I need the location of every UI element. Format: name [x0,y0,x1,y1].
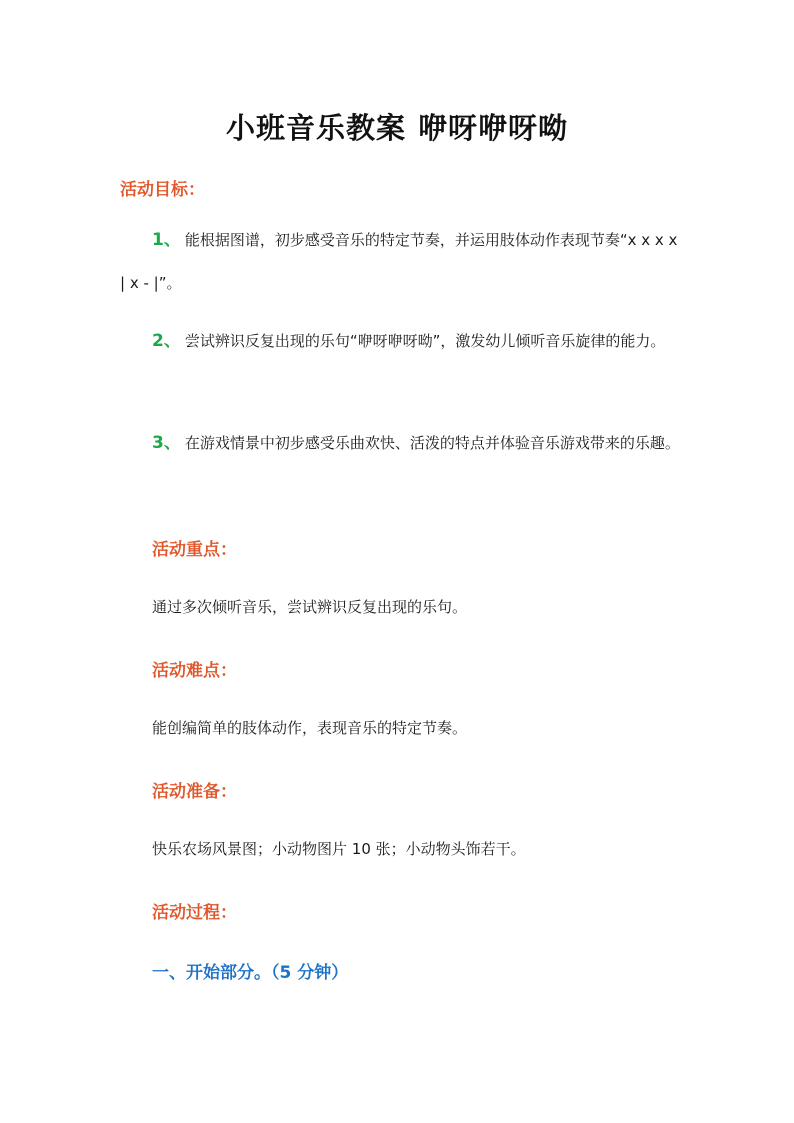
goal-text-2: 尝试辨识反复出现的乐句“咿呀咿呀呦”，激发幼儿倾听音乐旋律的能力。 [184,332,666,350]
preparation-text: 快乐农场风景图；小动物图片 10 张；小动物头饰若干。 [152,840,526,858]
heading-difficulties: 活动难点： [152,661,237,681]
key-points-text: 通过多次倾听音乐，尝试辨识反复出现的乐句。 [152,598,468,616]
goal-number-3: 3、 [152,433,181,453]
heading-activity-goals: 活动目标： [120,180,205,200]
goal-number-1: 1、 [152,230,181,250]
heading-key-points: 活动重点： [152,540,237,560]
goal-item-3 [120,422,680,465]
process-section-1: 一、开始部分。（5 分钟） [152,963,349,983]
goal-item-2 [120,320,680,363]
title-part-1: 小班音乐教案 [225,111,406,145]
goal-number-2: 2、 [152,331,181,351]
page-title [0,106,794,147]
goal-item-1 [120,219,680,305]
heading-process: 活动过程： [152,903,237,923]
difficulties-text: 能创编简单的肢体动作，表现音乐的特定节奏。 [152,719,468,737]
goal-text-3: 在游戏情景中初步感受乐曲欢快、活泼的特点并体验音乐游戏带来的乐趣。 [184,434,680,452]
goal-text-1: 能根据图谱，初步感受音乐的特定节奏，并运用肢体动作表现节奏“x x x x | x - |”。 [120,231,678,292]
title-part-2: 咿呀咿呀呦 [418,111,569,145]
heading-preparation: 活动准备： [152,782,237,802]
